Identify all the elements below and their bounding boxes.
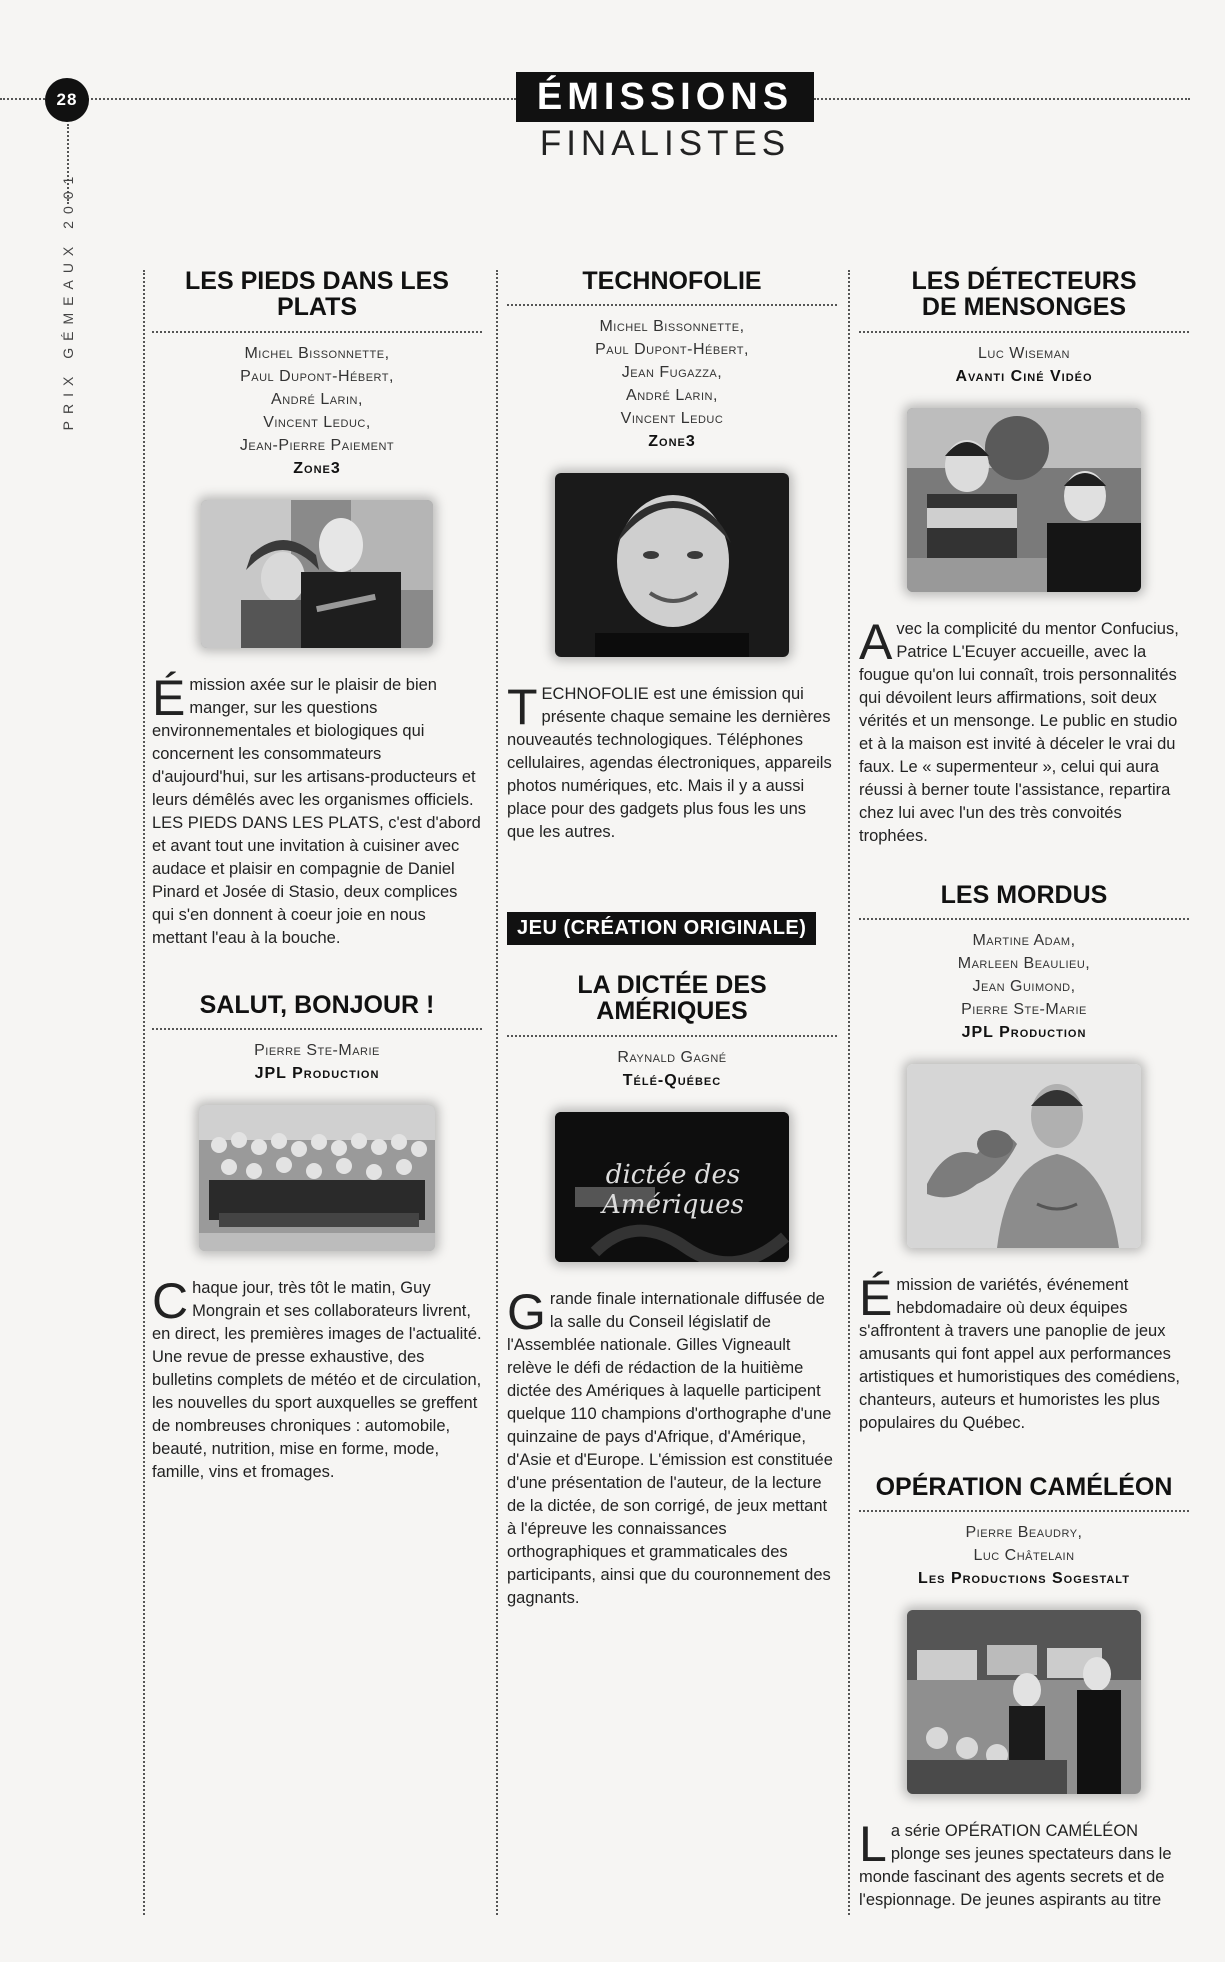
drop-cap: L <box>859 1816 887 1873</box>
photo-two-hosts <box>907 408 1141 592</box>
drop-cap: T <box>507 679 538 736</box>
credit-name: André Larin, <box>626 387 718 405</box>
credit-name: Pierre Beaudry, <box>965 1524 1083 1542</box>
show-les-pieds-dans-les-plats <box>152 268 482 950</box>
credit-name: Luc Châtelain <box>973 1547 1075 1565</box>
photo-host-portrait <box>555 473 789 657</box>
credit-name: Vincent Leduc, <box>263 413 371 431</box>
show-description <box>507 1283 837 1610</box>
drop-cap: É <box>152 669 186 726</box>
title-rule <box>507 1035 837 1037</box>
credits <box>859 929 1189 1044</box>
production-company: Les Productions Sogestalt <box>918 1570 1130 1588</box>
description-text: ECHNOFOLIE est une émission qui présente chaque semaine les dernières nouveautés technologiques. Téléphones cellulaires, agendas électroniques, appareils photos numériques, etc. Mais il y a aussi place pour des gadgets plus fous les uns que les autres. <box>507 685 832 842</box>
credits <box>507 315 837 453</box>
credit-name: Jean Fugazza, <box>621 364 723 382</box>
photo-group-crew <box>199 1105 435 1251</box>
drop-cap: G <box>507 1283 546 1340</box>
credits <box>152 1039 482 1085</box>
credit-name: Michel Bissonnette, <box>599 318 745 336</box>
photo-caption-text: dictée des Amériques <box>602 1159 744 1220</box>
credits <box>859 342 1189 388</box>
description-text: mission de variétés, événement hebdomadaire où deux équipes s'affrontent à travers une panoplie de jeux amusants qui font appel aux performances artistiques et humoristiques des comédiens, chanteurs, auteurs et humoristes les plus populaires du Québec. <box>859 1276 1180 1433</box>
show-la-dictee-des-ameriques <box>507 972 837 1610</box>
show-description <box>859 613 1189 848</box>
production-company: JPL Production <box>254 1065 380 1083</box>
credit-name: Martine Adam, <box>972 932 1076 950</box>
show-title: SALUT, BONJOUR ! <box>152 992 482 1030</box>
photo-muscle-man <box>907 1064 1141 1248</box>
photo-dictee-logo <box>555 1112 789 1262</box>
show-description <box>859 1270 1189 1435</box>
show-title: LES PIEDS DANS LES PLATS <box>152 268 482 333</box>
show-title: LES DÉTECTEURS DE MENSONGES <box>911 267 1137 322</box>
page-number: 28 <box>45 78 89 122</box>
show-les-detecteurs-de-mensonges <box>859 268 1189 848</box>
credits <box>507 1046 837 1092</box>
show-title: TECHNOFOLIE <box>507 268 837 306</box>
credit-name: Pierre Ste-Marie <box>254 1042 380 1060</box>
column-rule-1 <box>143 270 145 1915</box>
show-description <box>152 1273 482 1484</box>
show-title: LA DICTÉE DES AMÉRIQUES <box>577 971 767 1026</box>
credit-name: André Larin, <box>271 390 363 408</box>
credit-name: Jean Guimond, <box>972 978 1076 996</box>
credits <box>859 1521 1189 1590</box>
drop-cap: C <box>152 1273 189 1330</box>
genre-section <box>507 912 837 945</box>
credits <box>152 342 482 480</box>
show-title: LES MORDUS <box>859 882 1189 920</box>
production-company: Zone3 <box>648 433 696 451</box>
description-text: rande finale internationale diffusée de la salle du Conseil législatif de l'Assemblée nationale. Gilles Vigneault relève le défi de rédaction de la huitième dictée des Amériques à laquelle participent quelque 110 champions d'orthographe d'une quinzaine de pays d'Afrique, d'Amérique, d'Asie et d'Europe. L'émission est constituée d'une présentation de l'auteur, de la lecture de la dictée, de son corrigé, de jeux mettant à l'épreuve les connaissances orthographiques et grammaticales des participants, ainsi que du couronnement des gagnants. <box>507 1289 833 1607</box>
column-rule-3 <box>848 270 850 1915</box>
description-text: vec la complicité du mentor Confucius, Patrice L'Ecuyer accueille, avec la fougue qu'on lui connaît, trois personnalités qui dévoilent leurs affirmations, soit deux vérités et un mensonge. Le public en studio et à la maison est invité à déceler le vrai du faux. Le « supermenteur », celui qui aura réussi à berner toute l'assistance, repartira chez lui avec l'un des très convoités trophées. <box>859 619 1179 845</box>
credit-name: Vincent Leduc <box>620 410 724 428</box>
credit-name: Pierre Ste-Marie <box>961 1001 1087 1019</box>
description-text: a série OPÉRATION CAMÉLÉON plonge ses jeunes spectateurs dans le monde fascinant des agents secrets et de l'espionnage. De jeunes aspirants au titre <box>859 1822 1172 1910</box>
drop-cap: A <box>859 613 893 670</box>
credit-name: Raynald Gagné <box>617 1048 727 1066</box>
photo-couple-cooking <box>201 500 433 648</box>
description-text: haque jour, très tôt le matin, Guy Mongrain et ses collaborateurs livrent, en direct, les premières images de l'actualité. Une revue de presse exhaustive, des bulletins complets de météo et de circulation, les nouvelles du sport auxquelles se greffent de nombreuses chroniques : automobile, beauté, nutrition, mise en forme, mode, famille, vins et fromages. <box>152 1279 482 1482</box>
photo-kids-studio <box>907 1610 1141 1794</box>
show-title: OPÉRATION CAMÉLÉON <box>859 1474 1189 1512</box>
drop-cap: É <box>859 1270 893 1327</box>
production-company: JPL Production <box>961 1024 1087 1042</box>
section-title: ÉMISSIONS <box>516 72 814 122</box>
show-technofolie <box>507 268 837 844</box>
section-subtitle: FINALISTES <box>539 124 791 163</box>
show-salut-bonjour <box>152 992 482 1484</box>
credit-name: Marleen Beaulieu, <box>957 955 1091 973</box>
credit-name: Luc Wiseman <box>977 344 1070 362</box>
production-company: Zone3 <box>293 459 341 477</box>
production-company: Avanti Ciné Vidéo <box>955 367 1093 385</box>
description-text: mission axée sur le plaisir de bien manger, sur les questions environnementales et biologiques qui concernent les consommateurs d'aujourd'hui, sur les artisans-producteurs et leurs démêlés avec les organismes officiels. LES PIEDS DANS LES PLATS, c'est d'abord et avant tout une invitation à cuisiner avec audace et plaisir en compagnie de Daniel Pinard et Josée di Stasio, deux complices qui s'en donnent à coeur joie en nous mettant l'eau à la bouche. <box>152 675 481 947</box>
title-rule <box>859 331 1189 333</box>
credit-name: Paul Dupont-Hébert, <box>595 341 749 359</box>
column-rule-2 <box>496 270 498 1915</box>
genre-badge: JEU (CRÉATION ORIGINALE) <box>507 912 816 945</box>
show-description <box>859 1816 1189 1912</box>
header-rule-right <box>814 98 1190 100</box>
show-les-mordus <box>859 882 1189 1435</box>
show-description <box>507 679 837 844</box>
credit-name: Paul Dupont-Hébert, <box>240 367 394 385</box>
credit-name: Michel Bissonnette, <box>244 344 390 362</box>
credit-name: Jean-Pierre Paiement <box>239 436 395 454</box>
production-company: Télé-Québec <box>622 1071 722 1089</box>
side-label: PRIX GÉMEAUX 2001 <box>60 169 76 431</box>
show-description <box>152 669 482 950</box>
show-operation-cameleon <box>859 1474 1189 1912</box>
